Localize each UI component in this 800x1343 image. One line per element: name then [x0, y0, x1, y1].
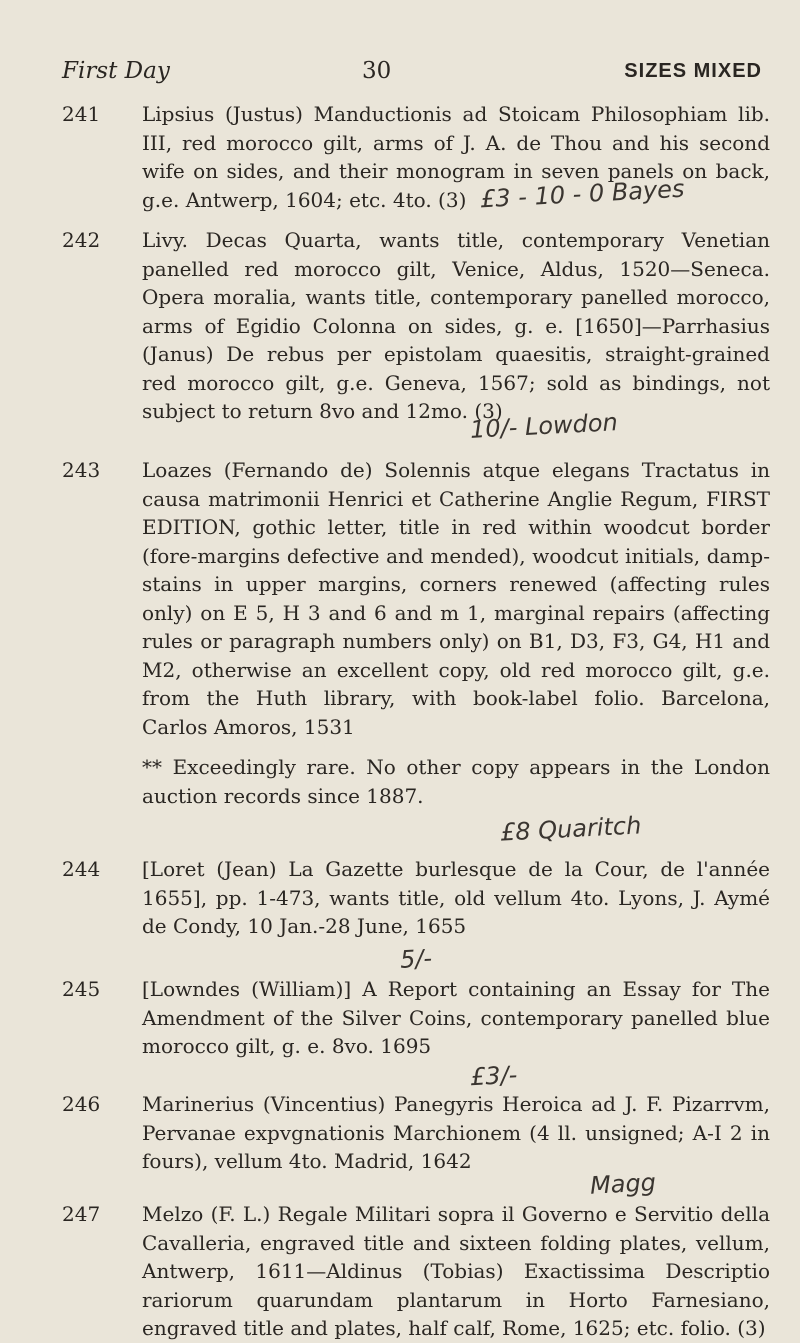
- section-title: SIZES MIXED: [624, 60, 762, 82]
- lot-244: [62, 855, 782, 945]
- lot-description: Melzo (F. L.) Regale Militari sopra il Governo e Servitio della Cavalleria, engraved title and sixteen folding plates, vellum, Antwerp, 1611—Aldinus (Tobias) Exactissima Descriptio rariorum quarundam plantarum in Horto Farnesiano, engraved title and plates, half calf, Rome, 1625; etc. folio. (3): [142, 1202, 770, 1340]
- handwritten-annotation: 5/-: [399, 944, 433, 974]
- lot-description: Lipsius (Justus) Manductionis ad Stoicam Philosophiam lib. III, red morocco gilt, arms of J. A. de Thou and his second wife on sides, and their monogram in seven panels on back, g.e. Antwerp, 1604; etc. 4to. (3): [142, 102, 770, 212]
- lot-number: 244: [62, 857, 101, 881]
- lot-number: 246: [62, 1092, 101, 1116]
- lot-description: Loazes (Fernando de) Solennis atque elegans Tractatus in causa matrimonii Henrici et Catherine Anglie Regum, FIRST EDITION, gothic letter, title in red within woodcut border (fore-margins defective and mended), woodcut initials, damp-stains in upper margins, corners renewed (affecting rules only) on E 5, H 3 and 6 and m 1, marginal repairs (affecting rules or paragraph numbers only) on B1, D3, F3, G4, H1 and M2, otherwise an excellent copy, old red morocco gilt, g.e. from the Huth library, with book-label folio. Barcelona, Carlos Amoros, 1531: [142, 458, 770, 739]
- day-label: First Day: [62, 58, 170, 84]
- handwritten-annotation: £3/-: [469, 1060, 518, 1092]
- page-header: [62, 58, 762, 90]
- lot-description: Marinerius (Vincentius) Panegyris Heroica ad J. F. Pizarrvm, Pervanae expvgnationis Marchionem (4 ll. unsigned; A-I 2 in fours), vellum 4to. Madrid, 1642: [142, 1092, 770, 1173]
- handwritten-annotation: £3 - 10 - 0 Bayes: [479, 174, 686, 214]
- lot-243-note: [62, 753, 782, 815]
- lot-number: 243: [62, 458, 101, 482]
- lot-245: [62, 975, 782, 1065]
- lot-description: [Loret (Jean) La Gazette burlesque de la Cour, de l'année 1655], pp. 1-473, wants title, old vellum 4to. Lyons, J. Aymé de Condy, 10 Jan.-28 June, 1655: [142, 857, 770, 938]
- lot-number: 242: [62, 228, 101, 252]
- lot-description: [Lowndes (William)] A Report containing an Essay for The Amendment of the Silver Coins, contemporary panelled blue morocco gilt, g. e. 8vo. 1695: [142, 977, 770, 1058]
- handwritten-annotation: Magg: [589, 1168, 657, 1200]
- page-number: 30: [362, 58, 392, 84]
- lot-number: 247: [62, 1202, 101, 1226]
- lot-number: 241: [62, 102, 101, 126]
- lot-note: ** Exceedingly rare. No other copy appears in the London auction records since 1887.: [142, 755, 770, 808]
- lot-246: [62, 1090, 782, 1180]
- handwritten-annotation: 10/- Lowdon: [469, 408, 619, 444]
- handwritten-annotation: £8 Quaritch: [499, 811, 642, 847]
- lot-247: [62, 1200, 782, 1340]
- lot-description: Livy. Decas Quarta, wants title, contemporary Venetian panelled red morocco gilt, Venice, Aldus, 1520—Seneca. Opera moralia, wants title, contemporary panelled morocco, arms of Egidio Colonna on sides, g. e. [1650]—Parrhasius (Janus) De rebus per epistolam quaesitis, straight-grained red morocco gilt, g.e. Geneva, 1567; sold as bindings, not subject to return 8vo and 12mo. (3): [142, 228, 770, 423]
- lot-243: [62, 456, 782, 746]
- lot-number: 245: [62, 977, 101, 1001]
- lot-242: [62, 226, 782, 423]
